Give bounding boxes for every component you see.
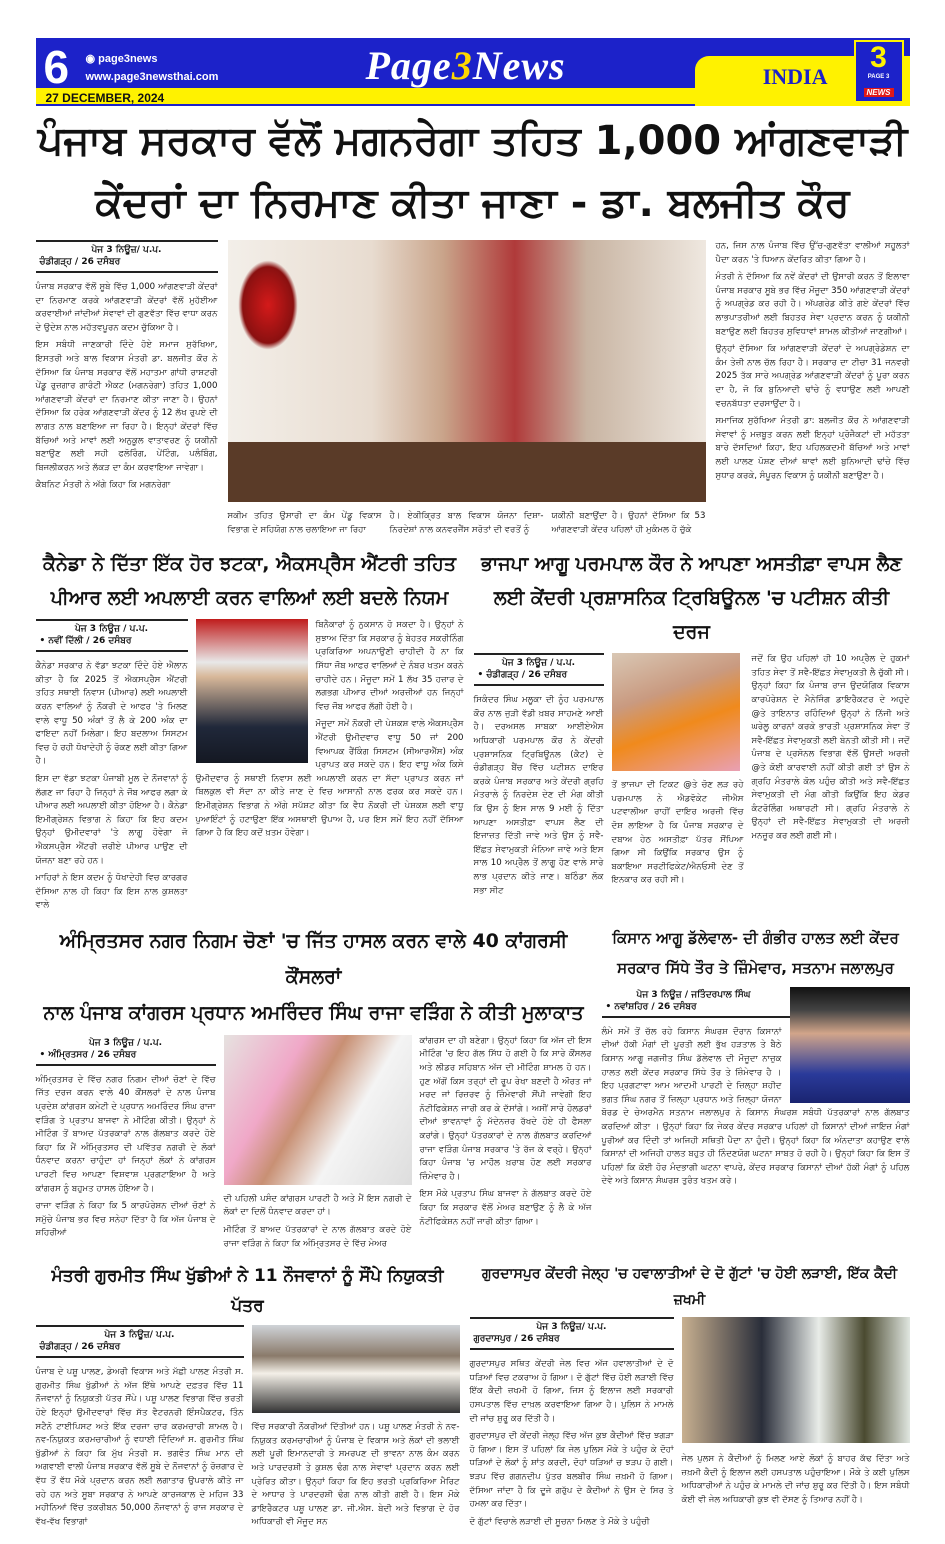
headline-line: ਨਾਲ ਪੰਜਾਬ ਕਾਂਗਰਸ ਪ੍ਰਧਾਨ ਅਮਰਿੰਦਰ ਸਿੰਘ ਰਾਜਾ ਵੜਿੰਗ ਨੇ ਕੀਤੀ ਮੁਲਾਕਾਤ: [43, 1001, 584, 1024]
byline-agency: ਪੇਜ 3 ਨਿਊਜ਼/ ਪ.ਪ.: [91, 245, 162, 255]
paragraph: ਦੀ ਪਹਿਲੀ ਪਸੰਦ ਕਾਂਗਰਸ ਪਾਰਟੀ ਹੈ ਅਤੇ ਮੈਂ ਇਸ ਨਗਰੀ ਦੇ ਲੋਕਾਂ ਦਾ ਦਿਲੋਂ ਧੰਨਵਾਦ ਕਰਦਾ ਹਾਂ।: [223, 1193, 412, 1218]
byline-place: ਚੰਡੀਗੜ੍ਹ / 26 ਦਸੰਬਰ: [39, 1342, 121, 1353]
badge-news: NEWS: [864, 88, 894, 97]
photo-raja-warring: [224, 1035, 412, 1185]
headline-line: ਸਰਕਾਰ ਸਿੱਧੇ ਤੌਰ ਤੇ ਜ਼ਿੰਮੇਵਾਰ, ਸਤਨਾਮ ਜਲਾਲਪੁਰ: [617, 958, 894, 977]
paragraph: ਕਾਂਗਰਸ ਦਾ ਹੀ ਬਣੇਗਾ। ਉਨ੍ਹਾਂ ਕਿਹਾ ਕਿ ਅੱਜ ਦੀ ਇਸ ਮੀਟਿੰਗ 'ਚ ਇਹ ਗੱਲ ਸਿੱਧ ਹੋ ਗਈ ਹੈ ਕਿ ਸਾਰੇ ਕੌਂਸਲਰ ਅਤੇ ਲੀਡਰ ਸਹਿਬਾਨ ਅੱਜ ਦੀ ਮੀਟਿੰਗ ਸ਼ਾਮਲ ਹੋ ਹਨ। ਹੁਣ ਅੱਗੋਂ ਕਿਸ ਤਰ੍ਹਾਂ ਦੀ ਰੂਪ ਰੇਖਾ ਬਣਦੀ ਹੈ ਔਰਤ ਜਾਂ ਮਰਦ ਜਾਂ ਰਿਜ਼ਰਵ ਨੂੰ ਜ਼ਿੰਮੇਵਾਰੀ ਸੌਂਪੀ ਜਾਵੇਗੀ ਇਹ ਨੋਟੀਫਿਕੇਸ਼ਨ ਜਾਰੀ ਕਰ ਕੇ ਦੱਸਾਂਗੇ। ਅਸੀਂ ਸਾਰੇ ਹੋਲਡਰਾਂ ਦੀਆਂ ਭਾਵਨਾਵਾਂ ਨੂੰ ਮੱਦੇਨਜ਼ਰ ਰੱਖਦੇ ਹੋਏ ਹੀ ਫੈਸਲਾ ਕਰਾਂਗੇ। ਉਨ੍ਹਾਂ ਪੱਤਰਕਾਰਾਂ ਦੇ ਨਾਲ ਗੱਲਬਾਤ ਕਰਦਿਆਂ ਰਾਜਾ ਵੜਿੰਗ ਪੰਜਾਬ ਸਰਕਾਰ 'ਤੇ ਰੱਜ ਕੇ ਵਰ੍ਹੇ। ਉਨ੍ਹਾਂ ਕਿਹਾ ਪੰਜਾਬ 'ਚ ਮਾਹੌਲ ਖ਼ਰਾਬ ਹੋਣ ਲਈ ਸਰਕਾਰ ਜ਼ਿੰਮੇਵਾਰ ਹੈ।: [419, 1035, 592, 1182]
article-gurdaspur-col2: [682, 1317, 910, 1511]
article-khudian-body: [36, 1325, 460, 1534]
byline-place: • ਨਵੀਂ ਦਿੱਲੀ / 26 ਦਸੰਬਰ: [39, 636, 132, 647]
flowers-graphic: [238, 260, 298, 350]
headline-gurmeet-khudian: [36, 1261, 460, 1321]
article-anganwadi-under: [228, 510, 706, 541]
paragraph: ਦੋ ਗੁੱਟਾਂ ਵਿਚਾਲੇ ਲੜਾਈ ਦੀ ਸੂਚਨਾ ਮਿਲਣ ਤੇ ਮੌਕੇ ਤੇ ਪਹੁੰਚੀ: [469, 1516, 650, 1527]
article-dallewal: [602, 923, 910, 1193]
article-gurdaspur-jail: [470, 1261, 910, 1533]
website[interactable]: www.page3newsthai.com: [85, 71, 219, 83]
article-parampal-col3: [752, 653, 910, 847]
paragraph: ਰਾਜਾ ਵੜਿੰਗ ਨੇ ਕਿਹਾ ਕਿ 5 ਕਾਰਪੋਰੇਸ਼ਨ ਦੀਆਂ ਚੋਣਾਂ ਨੇ ਸਮੁੱਚੇ ਪੰਜਾਬ ਭਰ ਵਿਚ ਸਨੇਹਾ ਦਿੱਤਾ ਹੈ ਕਿ ਅੱਜ ਪੰਜਾਬ ਦੇ ਸ਼ਹਿਰੀਆਂ: [35, 1201, 216, 1239]
page3-badge-logo: [854, 40, 904, 103]
paragraph: ਕੈਬਨਿਟ ਮੰਤਰੀ ਨੇ ਅੱਗੇ ਕਿਹਾ ਕਿ ਮਗਨਰੇਗਾ: [35, 480, 171, 491]
paragraph: ਸਿਕੰਦਰ ਸਿੰਘ ਮਲੂਕਾ ਦੀ ਨੂੰਹ ਪਰਮਪਾਲ ਕੌਰ ਨਾਲ ਜੁੜੀ ਵੱਡੀ ਖ਼ਬਰ ਸਾਹਮਣੇ ਆਈ ਹੈ। ਦਰਅਸਲ ਸਾਬਕਾ ਆਈਏਐਸ ਅਧਿਕਾਰੀ ਪਰਮਪਾਲ ਕੌਰ ਨੇ ਕੇਂਦਰੀ ਪ੍ਰਸ਼ਾਸਨਿਕ ਟ੍ਰਿਬਿਊਨਲ (ਕੈਟ) ਦੇ ਚੰਡੀਗੜ੍ਹ ਬੈਂਚ ਵਿੱਚ ਪਟੀਸ਼ਨ ਦਾਇਰ ਕਰਕੇ ਪੰਜਾਬ ਸਰਕਾਰ ਅਤੇ ਕੇਂਦਰੀ ਗ੍ਰਹਿ ਮੰਤਰਾਲੇ ਨੂੰ ਨਿਰਦੇਸ਼ ਦੇਣ ਦੀ ਮੰਗ ਕੀਤੀ ਕਿ ਉਸ ਨੂੰ ਇਸ ਸਾਲ 9 ਮਈ ਨੂੰ ਦਿੱਤਾ ਆਪਣਾ ਅਸਤੀਫ਼ਾ ਵਾਪਸ ਲੈਣ ਦੀ ਇਜਾਜ਼ਤ ਦਿੱਤੀ ਜਾਵੇ ਅਤੇ ਉਸ ਨੂੰ ਸਵੈ-ਇੱਛਤ ਸੇਵਾਮੁਕਤੀ ਮੰਨਿਆ ਜਾਵੇ ਅਤੇ ਇਸ ਸਾਲ 10 ਅਪ੍ਰੈਲ ਤੋਂ ਲਾਗੂ ਹੋਣ ਵਾਲੇ ਸਾਰੇ ਲਾਭ ਪ੍ਰਦਾਨ ਕੀਤੇ ਜਾਣ। ਬਠਿੰਡਾ ਲੋਕ ਸਭਾ ਸੀਟ: [473, 695, 604, 896]
byline: [36, 1035, 216, 1066]
article-amritsar-body: [36, 1035, 592, 1255]
paragraph: ਗੁਰਦਾਸਪੁਰ ਸਥਿਤ ਕੇਂਦਰੀ ਜੇਲ ਵਿਚ ਅੱਜ ਹਵਾਲਾਤੀਆਂ ਦੇ ਦੋ ਧੜਿਆਂ ਵਿਚ ਟਕਰਾਅ ਹੋ ਗਿਆ। ਦੋ ਗੁੱਟਾਂ ਵਿੱਚ ਹੋਈ ਲੜਾਈ ਵਿੱਚ ਇੱਕ ਕੈਦੀ ਜ਼ਖਮੀ ਹੋ ਗਿਆ, ਜਿਸ ਨੂੰ ਇਲਾਜ ਲਈ ਸਰਕਾਰੀ ਹਸਪਤਾਲ ਵਿੱਚ ਦਾਖ਼ਲ ਕਰਵਾਇਆ ਗਿਆ ਹੈ। ਪੁਲਿਸ ਨੇ ਮਾਮਲੇ ਦੀ ਜਾਂਚ ਸ਼ੁਰੂ ਕਰ ਦਿੱਤੀ ਹੈ।: [469, 1359, 674, 1424]
row-congress-kisan: [36, 923, 910, 1255]
headline-line: ਗੁਰਦਾਸਪੁਰ ਕੇਂਦਰੀ ਜੇਲ੍ਹ 'ਚ ਹਵਾਲਾਤੀਆਂ ਦੇ ਦੋ ਗੁੱਟਾਂ 'ਚ ਹੋਈ ਲੜਾਈ, ਇੱਕ ਕੈਦੀ ਜ਼ਖਮੀ: [481, 1266, 898, 1309]
byline-place: • ਅੰਮ੍ਰਿਤਸਰ / 26 ਦਸੰਬਰ: [39, 1049, 137, 1060]
paragraph: ਯਕੀਨੀ ਬਣਾਉਂਦਾ ਹੈ। ਉਹਨਾਂ ਦੱਸਿਆ ਕਿ 53 ਆਂਗਣਵਾੜੀ ਕੇਂਦਰ ਪਹਿਲਾਂ ਹੀ ਮੁਕੰਮਲ ਹੋ ਚੁੱਕੇ: [551, 511, 706, 535]
article-amritsar-col1: [36, 1035, 216, 1245]
headline-dallewal: [602, 923, 910, 983]
paragraph: ਮੌਜੂਦਾ ਸਮੇਂ ਨੌਕਰੀ ਦੀ ਪੇਸ਼ਕਸ਼ ਵਾਲੇ ਐਕਸਪ੍ਰੈਸ ਐਂਟਰੀ ਉਮੀਦਵਾਰ ਵਾਧੂ 50 ਜਾਂ 200 ਵਿਆਪਕ ਰੈਂਕਿੰਗ ਸਿਸਟਮ (ਸੀਆਰਐੱਸ) ਅੰਕ ਪ੍ਰਾਪਤ ਕਰ ਸਕਦੇ ਹਨ। ਇਹ ਵਾਧੂ ਅੰਕ ਕਿਸੇ ਉਮੀਦਵਾਰ ਨੂੰ ਸਥਾਈ ਨਿਵਾਸ ਲਈ ਅਪਲਾਈ ਕਰਨ ਦਾ ਸੱਦਾ ਪ੍ਰਾਪਤ ਕਰਨ ਜਾਂ ਬਿਲਕੁਲ ਵੀ ਸੱਦਾ ਨਾ ਕੀਤੇ ਜਾਣ ਦੇ ਵਿਚ ਆਸਾਨੀ ਨਾਲ ਫਰਕ ਕਰ ਸਕਦੇ ਹਨ। ਇਮੀਗ੍ਰੇਸ਼ਨ ਵਿਭਾਗ ਨੇ ਅੱਗੇ ਸਪੱਸ਼ਟ ਕੀਤਾ ਕਿ ਵੈਧ ਨੌਕਰੀ ਦੀ ਪੇਸ਼ਕਸ਼ ਲਈ ਵਾਧੂ ਪੁਆਇੰਟਾਂ ਨੂੰ ਹਟਾਉਣਾ ਇੱਕ ਅਸਥਾਈ ਉਪਾਅ ਹੈ, ਪਰ ਇਸ ਸਮੇਂ ਇਹ ਨਹੀਂ ਦੱਸਿਆ ਗਿਆ ਹੈ ਕਿ ਇਹ ਕਦੋਂ ਖ਼ਤਮ ਹੋਵੇਗਾ।: [195, 719, 464, 839]
headline-line: ਮੰਤਰੀ ਗੁਰਮੀਤ ਸਿੰਘ ਖੁੱਡੀਆਂ ਨੇ 11 ਨੌਜਵਾਨਾਂ ਨੂੰ ਸੌਂਪੇ ਨਿਯੁਕਤੀ ਪੱਤਰ: [51, 1266, 444, 1317]
article-amritsar-col3: [420, 1035, 592, 1233]
photo-baljit-kaur: [228, 240, 706, 502]
headline-line: ਕੇਂਦਰਾਂ ਦਾ ਨਿਰਮਾਣ ਕੀਤਾ ਜਾਣਾ - ਡਾ. ਬਲਜੀਤ ਕੌਰ: [95, 180, 850, 226]
paragraph: ਬਿਨੈਕਾਰਾਂ ਨੂੰ ਨੁਕਸਾਨ ਹੋ ਸਕਦਾ ਹੈ। ਉਨ੍ਹਾਂ ਨੇ ਸੁਝਾਅ ਦਿੱਤਾ ਕਿ ਸਰਕਾਰ ਨੂੰ ਬੇਹਤਰ ਸਕਰੀਨਿੰਗ ਪ੍ਰਕਿਰਿਆ ਅਪਨਾਉਣੀ ਚਾਹੀਦੀ ਹੈ ਨਾ ਕਿ ਸਿੱਧਾ ਜੌਬ ਆਫਰ ਵਾਲਿਆਂ ਦੇ ਨੰਬਰ ਖਤਮ ਕਰਨੇ ਚਾਹੀਦੇ ਹਨ। ਮੌਜੂਦਾ ਸਮੇਂ 1 ਲੱਖ 35 ਹਜ਼ਾਰ ਦੇ ਲਗਭਗ ਪੀਆਰ ਦੀਆਂ ਅਰਜ਼ੀਆਂ ਹਨ ਜਿਨ੍ਹਾਂ ਵਿਚ ਜੌਬ ਆਫਰ ਲੱਗੀ ਹੋਈ ਹੈ।: [315, 620, 464, 712]
social-handle: ◉ page3news: [85, 53, 158, 65]
article-dallewal-body: [602, 987, 910, 1189]
article-khudian-col1: [36, 1325, 244, 1533]
article-canada-col1: [36, 619, 188, 917]
paragraph: ਕੈਨੇਡਾ ਸਰਕਾਰ ਨੇ ਵੱਡਾ ਝਟਕਾ ਦਿੰਦੇ ਹੋਏ ਐਲਾਨ ਕੀਤਾ ਹੈ ਕਿ 2025 ਤੋਂ ਐਕਸਪ੍ਰੈਸ ਐਂਟਰੀ ਤਹਿਤ ਸਥਾਈ ਨਿਵਾਸ (ਪੀਆਰ) ਲਈ ਅਪਲਾਈ ਕਰਨ ਵਾਲਿਆਂ ਨੂੰ ਨੌਕਰੀ ਦੇ ਆਫਰ 'ਤੇ ਮਿਲਣ ਵਾਲੇ ਵਾਧੂ 50 ਅੰਕਾਂ ਤੋਂ ਲੈ ਕੇ 200 ਅੰਕ ਦਾ ਫਾਇਦਾ ਨਹੀਂ ਮਿਲੇਗਾ। ਇਹ ਬਦਲਾਅ ਸਿਸਟਮ ਵਿਚ ਹੋ ਰਹੀ ਧੋਖਾਦੇਹੀ ਨੂੰ ਰੋਕਣ ਲਈ ਕੀਤਾ ਗਿਆ ਹੈ।: [35, 661, 188, 767]
paragraph: ਗੁਰਦਾਸਪੁਰ ਦੀ ਕੇਂਦਰੀ ਜੇਲ੍ਹ ਵਿੱਚ ਅੱਜ ਕੁਝ ਕੈਦੀਆਂ ਵਿੱਚ ਝਗੜਾ ਹੋ ਗਿਆ। ਇਸ ਤੋਂ ਪਹਿਲਾਂ ਕਿ ਜੇਲ ਪੁਲਿਸ ਮੌਕੇ ਤੇ ਪਹੁੰਚ ਕੇ ਦੋਹਾਂ ਧੜਿਆਂ ਦੇ ਲੋਕਾਂ ਨੂੰ ਸ਼ਾਂਤ ਕਰਦੀ, ਦੋਹਾਂ ਧੜਿਆਂ ਚ ਝੜਪ ਹੋ ਗਈ। ਝੜਪ ਵਿੱਚ ਗਗਨਦੀਪ ਪੁੱਤਰ ਬਲਬੀਰ ਸਿੰਘ ਜ਼ਖ਼ਮੀ ਹੋ ਗਿਆ। ਦੱਸਿਆ ਜਾਂਦਾ ਹੈ ਕਿ ਦੂਜੇ ਗਰੁੱਪ ਦੇ ਕੈਦੀਆਂ ਨੇ ਉਸ ਦੇ ਸਿਰ ਤੇ ਹਮਲਾ ਕਰ ਦਿੱਤਾ।: [469, 1431, 674, 1510]
article-canada: [36, 547, 464, 917]
article-parampal-kaur: [474, 547, 910, 902]
byline-place: • ਚੰਡੀਗੜ੍ਹ / 26 ਦਸੰਬਰ: [477, 670, 568, 681]
byline-agency: ਪੇਜ 3 ਨਿਊਜ਼ / ਜਤਿੰਦਰਪਾਲ ਸਿੰਘ: [636, 989, 751, 1000]
byline: [470, 1317, 674, 1350]
article-anganwadi: [36, 240, 910, 541]
article-parampal-col2: [612, 653, 744, 892]
paragraph: ਜਦੋਂ ਕਿ ਉਹ ਪਹਿਲਾਂ ਹੀ 10 ਅਪ੍ਰੈਲ ਦੇ ਹੁਕਮਾਂ ਤਹਿਤ ਸੇਵਾ ਤੋਂ ਸਵੈ-ਇੱਛਤ ਸੇਵਾਮੁਕਤੀ ਲੈ ਚੁੱਕੀ ਸੀ। ਉਨ੍ਹਾਂ ਕਿਹਾ ਕਿ ਪੰਜਾਬ ਰਾਜ ਉਦਯੋਗਿਕ ਵਿਕਾਸ ਕਾਰਪੋਰੇਸ਼ਨ ਦੇ ਮੈਨੇਜਿੰਗ ਡਾਇਰੈਕਟਰ ਦੇ ਅਹੁਦੇ @ਤੇ ਤਾਇਨਾਤ ਰਹਿੰਦਿਆਂ ਉਨ੍ਹਾਂ ਨੇ ਨਿੱਜੀ ਅਤੇ ਘਰੇਲੂ ਕਾਰਨਾਂ ਕਰਕੇ ਭਾਰਤੀ ਪ੍ਰਸ਼ਾਸਨਿਕ ਸੇਵਾ ਤੋਂ ਸਵੈ-ਇੱਛਤ ਸੇਵਾਮੁਕਤੀ ਲਈ ਬੇਨਤੀ ਕੀਤੀ ਸੀ। ਜਦੋਂ ਪੰਜਾਬ ਦੇ ਪ੍ਰਸੋਨਲ ਵਿਭਾਗ ਵੱਲੋਂ ਉਸਦੀ ਅਰਜ਼ੀ @ਤੇ ਕੋਈ ਕਾਰਵਾਈ ਨਹੀਂ ਕੀਤੀ ਗਈ ਤਾਂ ਉਸ ਨੇ ਗ੍ਰਹਿ ਮੰਤਰਾਲੇ ਕੋਲ ਪਹੁੰਚ ਕੀਤੀ ਅਤੇ ਸਵੈ-ਇੱਛਤ ਸੇਵਾਮੁਕਤੀ ਦੀ ਮੰਗ ਕੀਤੀ ਕਿਉਂਕਿ ਇਹ ਕੇਡਰ ਕੰਟਰੋਲਿੰਗ ਅਥਾਰਟੀ ਸੀ। ਗ੍ਰਹਿ ਮੰਤਰਾਲੇ ਨੇ ਉਨ੍ਹਾਂ ਦੀ ਸਵੈ-ਇੱਛਤ ਸੇਵਾਮੁਕਤੀ ਦੀ ਅਰਜ਼ੀ ਮਨਜ਼ੂਰ ਕਰ ਲਈ ਗਈ ਸੀ।: [751, 654, 910, 841]
headline-line: ਭਾਜਪਾ ਆਗੂ ਪਰਮਪਾਲ ਕੌਰ ਨੇ ਆਪਣਾ ਅਸਤੀਫ਼ਾ ਵਾਪਸ ਲੈਣ: [481, 553, 902, 576]
article-canada-col2: [196, 619, 464, 845]
paragraph: ਵਿੱਚ ਸਰਕਾਰੀ ਨੌਕਰੀਆਂ ਦਿੱਤੀਆਂ ਹਨ। ਪਸ਼ੂ ਪਾਲਣ ਮੰਤਰੀ ਨੇ ਨਵ-ਨਿਯੁਕਤ ਕਰਮਚਾਰੀਆਂ ਨੂੰ ਪੰਜਾਬ ਦੇ ਵਿਕਾਸ ਅਤੇ ਲੋਕਾਂ ਦੀ ਭਲਾਈ ਲਈ ਪੂਰੀ ਇਮਾਨਦਾਰੀ ਤੇ ਸਮਰਪਣ ਦੀ ਭਾਵਨਾ ਨਾਲ ਕੰਮ ਕਰਨ ਅਤੇ ਪਾਰਦਰਸ਼ੀ ਤੇ ਕੁਸ਼ਲ ਢੰਗ ਨਾਲ ਸੇਵਾਵਾਂ ਪ੍ਰਦਾਨ ਕਰਨ ਲਈ ਪ੍ਰੇਰਿਤ ਕੀਤਾ। ਉਨ੍ਹਾਂ ਕਿਹਾ ਕਿ ਇਹ ਭਰਤੀ ਪ੍ਰਕਿਰਿਆ ਮੈਰਿਟ ਦੇ ਆਧਾਰ ਤੇ ਪਾਰਦਰਸ਼ੀ ਢੰਗ ਨਾਲ ਕੀਤੀ ਗਈ ਹੈ। ਇਸ ਮੌਕੇ ਡਾਇਰੈਕਟਰ ਪਸ਼ੂ ਪਾਲਣ ਡਾ. ਜੀ.ਐਸ. ਬੇਦੀ ਅਤੇ ਵਿਭਾਗ ਦੇ ਹੋਰ ਅਧਿਕਾਰੀ ਵੀ ਮੌਜੂਦ ਸਨ: [251, 1422, 460, 1528]
byline-agency: ਪੇਜ 3 ਨਿਊਜ਼ / ਪ.ਪ.: [88, 1037, 163, 1048]
byline: [36, 240, 218, 273]
byline-place: • ਨਵਾਂਸ਼ਹਿਰ / 26 ਦਸੰਬਰ: [605, 1001, 697, 1012]
headline-line: ਅੰਮ੍ਰਿਤਸਰ ਨਗਰ ਨਿਗਮ ਚੋਣਾਂ 'ਚ ਜਿੱਤ ਹਾਸਲ ਕਰਨ ਵਾਲੇ 40 ਕਾਂਗਰਸੀ ਕੌਂਸਲਰਾਂ: [59, 929, 568, 988]
article-parampal-body: [474, 653, 910, 902]
article-gurdaspur-col1: [470, 1317, 674, 1533]
logo-part: 3: [451, 43, 473, 88]
article-anganwadi-col4: [716, 240, 910, 487]
edition-label: INDIA: [762, 64, 828, 89]
article-anganwadi-center: [228, 240, 706, 541]
headline-line: ਲਈ ਕੇਂਦਰੀ ਪ੍ਰਸ਼ਾਸਨਿਕ ਟ੍ਰਿਬਿਊਨਲ 'ਚ ਪਟੀਸ਼ਨ ਕੀਤੀ ਦਰਜ: [493, 587, 890, 644]
article-amritsar-congress: [36, 923, 592, 1255]
logo-part: News: [472, 43, 566, 88]
article-anganwadi-under2: [390, 510, 544, 541]
paragraph: ਤੋਂ ਭਾਜਪਾ ਦੀ ਟਿਕਟ @ਤੇ ਚੋਣ ਲੜ ਰਹੇ ਪਰਮਪਾਲ ਨੇ ਐਡਵੋਕੇਟ ਜੀਐਸ ਪਟਵਾਲੀਆ ਰਾਹੀਂ ਦਾਇਰ ਅਰਜ਼ੀ ਵਿੱਚ ਦੋਸ਼ ਲਾਇਆ ਹੈ ਕਿ ਪੰਜਾਬ ਸਰਕਾਰ ਦੇ ਦਬਾਅ ਹੇਠ ਅਸਤੀਫ਼ਾ ਪੱਤਰ ਸੌਂਪਿਆ ਗਿਆ ਸੀ ਕਿਉਂਕਿ ਸਰਕਾਰ ਉਸ ਨੂੰ ਬਕਾਇਆ ਸਰਟੀਫਿਕੇਟ/ਐਨਓਸੀ ਦੇਣ ਤੋਂ ਇਨਕਾਰ ਕਰ ਰਹੀ ਸੀ।: [611, 780, 744, 886]
paragraph: ਮੀਟਿੰਗ ਤੋਂ ਬਾਅਦ ਪੱਤਰਕਾਰਾਂ ਦੇ ਨਾਲ ਗੱਲਬਾਤ ਕਰਦੇ ਹੋਏ ਰਾਜਾ ਵੜਿੰਗ ਨੇ ਕਿਹਾ ਕਿ ਅੰਮ੍ਰਿਤਸਰ ਦੇ ਵਿੱਚ ਮੇਅਰ: [223, 1225, 412, 1249]
headline-canada: [36, 547, 464, 615]
photo-satnam-jalalpur: [790, 987, 910, 1103]
headline-line: ਕਿਸਾਨ ਆਗੂ ਡੱਲੇਵਾਲ- ਦੀ ਗੰਭੀਰ ਹਾਲਤ ਲਈ ਕੇਂਦਰ: [612, 928, 899, 947]
paragraph: ਹੈ। ਏਕੀਕ੍ਰਿਤ ਬਾਲ ਵਿਕਾਸ ਯੋਜਨਾ ਦਿਸ਼ਾ- ਨਿਰਦੇਸ਼ਾਂ ਨਾਲ ਕਨਵਰਜੈਂਸ ਸਰੋਤਾਂ ਦੀ ਵਰਤੋਂ ਨੂੰ: [389, 511, 544, 535]
row-canada-bjp: [36, 547, 910, 917]
main-headline: [36, 110, 910, 234]
byline-agency: ਪੇਜ 3 ਨਿਊਜ਼/ ਪ.ਪ.: [104, 1330, 175, 1341]
byline-agency: ਪੇਜ 3 ਨਿਊਜ਼ / ਪ.ਪ.: [501, 658, 576, 669]
article-canada-body: [36, 619, 464, 917]
photo-parampal-kaur: [612, 653, 740, 771]
byline: [36, 1325, 244, 1358]
byline-place: ਗੁਰਦਾਸਪੁਰ / 26 ਦਸੰਬਰ: [473, 1334, 560, 1345]
row-khudian-gurdaspur: [36, 1261, 910, 1534]
headline-line: ਪੰਜਾਬ ਸਰਕਾਰ ਵੱਲੋਂ ਮਗਨਰੇਗਾ ਤਹਿਤ 1,000 ਆਂਗਣਵਾੜੀ: [37, 118, 908, 164]
newspaper-logo: [366, 42, 566, 89]
article-anganwadi-under1: [228, 510, 382, 541]
paragraph: ਸਮਾਜਿਕ ਸੁਰੱਖਿਆ ਮੰਤਰੀ ਡਾ: ਬਲਜੀਤ ਕੌਰ ਨੇ ਆਂਗਣਵਾੜੀ ਸੇਵਾਵਾਂ ਨੂੰ ਮਜ਼ਬੂਤ ਕਰਨ ਲਈ ਇਨ੍ਹਾਂ ਪ੍ਰੋਜੈਕਟਾਂ ਦੀ ਮਹੱਤਤਾ ਬਾਰੇ ਦੱਸਦਿਆਂ ਕਿਹਾ, ਇਹ ਪਹਿਲਕਦਮੀ ਬੱਚਿਆਂ ਅਤੇ ਮਾਵਾਂ ਲਈ ਪਾਲਣ ਪੋਸ਼ਣ ਦੀਆਂ ਥਾਵਾਂ ਲਈ ਬੁਨਿਆਦੀ ਢਾਂਚੇ ਵਿੱਚ ਸੁਧਾਰ ਕਰਕੇ, ਸੰਪੂਰਨ ਵਿਕਾਸ ਨੂੰ ਯਕੀਨੀ ਬਣਾਉਣਾ ਹੈ।: [715, 416, 910, 481]
badge-number: 3: [870, 41, 887, 74]
byline-agency: ਪੇਜ 3 ਨਿਊਜ਼/ ਪ.ਪ.: [536, 1322, 607, 1333]
article-amritsar-col2: [224, 1035, 412, 1255]
article-anganwadi-col1: [36, 240, 218, 497]
article-parampal-col1: [474, 653, 604, 902]
paragraph: ਜੇਲ ਪੁਲਸ ਨੇ ਕੈਦੀਆਂ ਨੂੰ ਮਿਲਣ ਆਏ ਲੋਕਾਂ ਨੂੰ ਬਾਹਰ ਕੱਢ ਦਿੱਤਾ ਅਤੇ ਜ਼ਖ਼ਮੀ ਕੈਦੀ ਨੂੰ ਇਲਾਜ ਲਈ ਹਸਪਤਾਲ ਪਹੁੰਚਾਇਆ। ਮੌਕੇ ਤੇ ਕਈ ਪੁਲਿਸ ਅਧਿਕਾਰੀਆਂ ਨੇ ਪਹੁੰਚ ਕੇ ਮਾਮਲੇ ਦੀ ਜਾਂਚ ਸ਼ੁਰੂ ਕਰ ਦਿੱਤੀ ਹੈ। ਇਸ ਸਬੰਧੀ ਕੋਈ ਵੀ ਜੇਲ ਅਧਿਕਾਰੀ ਕੁਝ ਵੀ ਦੱਸਣ ਨੂੰ ਤਿਆਰ ਨਹੀਂ ਹੈ।: [681, 1454, 910, 1506]
paragraph: ਹਨ, ਜਿਸ ਨਾਲ ਪੰਜਾਬ ਵਿੱਚ ਉੱਚ-ਗੁਣਵੱਤਾ ਵਾਲੀਆਂ ਸਹੂਲਤਾਂ ਪੈਦਾ ਕਰਨ 'ਤੇ ਧਿਆਨ ਕੇਂਦਰਿਤ ਕੀਤਾ ਗਿਆ ਹੈ।: [715, 241, 910, 265]
headline-gurdaspur-jail: [470, 1261, 910, 1313]
paragraph: ਪੰਜਾਬ ਸਰਕਾਰ ਵੱਲੋਂ ਸੂਬੇ ਵਿੱਚ 1,000 ਆਂਗਣਵਾੜੀ ਕੇਂਦਰਾਂ ਦਾ ਨਿਰਮਾਣ ਕਰਕੇ ਆਂਗਣਵਾੜੀ ਕੇਂਦਰਾਂ ਵੱਲੋਂ ਮੁਹੱਈਆ ਕਰਵਾਈਆਂ ਜਾਂਦੀਆਂ ਸੇਵਾਵਾਂ ਦੀ ਗੁਣਵੱਤਾ ਵਿੱਚ ਵਾਧਾ ਕਰਨ ਦੇ ਉਦੇਸ਼ ਨਾਲ ਮਹੱਤਵਪੂਰਨ ਕਦਮ ਚੁੱਕਿਆ ਹੈ।: [35, 282, 218, 333]
headline-amritsar-congress: [36, 923, 592, 1031]
paragraph: ਲੰਮੇ ਸਮੇਂ ਤੋਂ ਚੱਲ ਰਹੇ ਕਿਸਾਨ ਸੰਘਰਸ਼ ਦੌਰਾਨ ਕਿਸਾਨਾਂ ਦੀਆਂ ਹੱਕੀ ਮੰਗਾਂ ਦੀ ਪੂਰਤੀ ਲਈ ਭੁੱਖ ਹੜਤਾਲ ਤੇ ਬੈਠੇ ਕਿਸਾਨ ਆਗੂ ਜਗਜੀਤ ਸਿੰਘ ਡੱਲੇਵਾਲ ਦੀ ਮੌਜੂਦਾ ਨਾਜ਼ੁਕ ਹਾਲਤ ਲਈ ਕੇਂਦਰ ਸਰਕਾਰ ਸਿੱਧੇ ਤੌਰ ਤੇ ਜ਼ਿੰਮੇਵਾਰ ਹੈ । ਇਹ ਪ੍ਰਗਟਾਵਾ ਆਮ ਆਦਮੀ ਪਾਰਟੀ ਦੇ ਜ਼ਿਲ੍ਹਾ ਸ਼ਹੀਦ ਭਗਤ ਸਿੰਘ ਨਗਰ ਤੋਂ ਜ਼ਿਲ੍ਹਾ ਪ੍ਰਧਾਨ ਅਤੇ ਜ਼ਿਲ੍ਹਾ ਯੋਜਨਾ ਬੋਰਡ ਦੇ ਚੇਅਰਮੈਨ ਸਤਨਾਮ ਜਲਾਲਪੁਰ ਨੇ ਕਿਸਾਨ ਸੰਘਰਸ਼ ਸਬੰਧੀ ਪੱਤਰਕਾਰਾਂ ਨਾਲ ਗੱਲਬਾਤ ਕਰਦਿਆਂ ਕੀਤਾ । ਉਨ੍ਹਾਂ ਕਿਹਾ ਕਿ ਜੇਕਰ ਕੇਂਦਰ ਸਰਕਾਰ ਪਹਿਲਾਂ ਹੀ ਕਿਸਾਨਾਂ ਦੀਆਂ ਜਾਇਜ਼ ਮੰਗਾਂ ਪੂਰੀਆਂ ਕਰ ਦਿੰਦੀ ਤਾਂ ਅਜਿਹੀ ਸਥਿਤੀ ਪੈਦਾ ਨਾ ਹੁੰਦੀ। ਉਨ੍ਹਾਂ ਕਿਹਾ ਕਿ ਅੰਨਦਾਤਾ ਕਹਾਉਣ ਵਾਲੇ ਕਿਸਾਨਾਂ ਦੀ ਅਜਿਹੀ ਹਾਲਤ ਬਹੁਤ ਹੀ ਨਿੰਦਣਯੋਗ ਘਟਨਾ ਸਾਬਤ ਹੋ ਰਹੀ ਹੈ। ਉਨ੍ਹਾਂ ਕਿਹਾ ਕਿ ਇਸ ਤੋਂ ਪਹਿਲਾਂ ਕਿ ਕੋਈ ਹੋਰ ਮੰਦਭਾਗੀ ਘਟਨਾ ਵਾਪਰੇ, ਕੇਂਦਰ ਸਰਕਾਰ ਕਿਸਾਨਾਂ ਦੀਆਂ ਹੱਕੀ ਮੰਗਾਂ ਨੂੰ ਪਹਿਲ ਦੇਵੇ ਅਤੇ ਕਿਸਾਨ ਸੰਘਰਸ਼ ਤੁਰੰਤ ਖਤਮ ਕਰੇ।: [601, 1026, 910, 1187]
photo-injured-prisoner: [682, 1317, 910, 1443]
newspaper-page: [36, 0, 910, 1544]
headline-parampal-kaur: [474, 547, 910, 649]
byline-agency: ਪੇਜ 3 ਨਿਊਜ਼ / ਪ.ਪ.: [74, 624, 149, 635]
logo-part: Page: [365, 43, 452, 88]
article-gurdaspur-body: [470, 1317, 910, 1533]
headline-line: ਕੈਨੇਡਾ ਨੇ ਦਿੱਤਾ ਇੱਕ ਹੋਰ ਝਟਕਾ, ਐਕਸਪ੍ਰੈਸ ਐਂਟਰੀ ਤਹਿਤ: [42, 553, 456, 576]
article-khudian-col2: [252, 1325, 460, 1534]
article-anganwadi-under3: [552, 510, 706, 541]
social-handle-text: page3news: [98, 53, 158, 65]
masthead: [36, 38, 910, 106]
photo-trudeau: [196, 619, 308, 763]
paragraph: ਇਸ ਸਬੰਧੀ ਜਾਣਕਾਰੀ ਦਿੰਦੇ ਹੋਏ ਸਮਾਜ ਸੁਰੱਖਿਆ, ਇਸਤਰੀ ਅਤੇ ਬਾਲ ਵਿਕਾਸ ਮੰਤਰੀ ਡਾ. ਬਲਜੀਤ ਕੌਰ ਨੇ ਦੱਸਿਆ ਕਿ ਪੰਜਾਬ ਸਰਕਾਰ ਵੱਲੋਂ ਮਹਾਤਮਾ ਗਾਂਧੀ ਰਾਸ਼ਟਰੀ ਪੇਂਡੂ ਰੁਜ਼ਗਾਰ ਗਾਰੰਟੀ ਐਕਟ (ਮਗਨਰੇਗਾ) ਤਹਿਤ 1,000 ਆਂਗਣਵਾੜੀ ਕੇਂਦਰਾਂ ਦਾ ਨਿਰਮਾਣ ਕੀਤਾ ਜਾਣਾ ਹੈ। ਉਹਨਾਂ ਦੱਸਿਆ ਕਿ ਹਰੇਕ ਆਂਗਣਵਾੜੀ ਕੇਂਦਰ ਨੂੰ 12 ਲੱਖ ਰੁਪਏ ਦੀ ਲਾਗਤ ਨਾਲ ਬਣਾਇਆ ਜਾ ਰਿਹਾ ਹੈ। ਇਨ੍ਹਾਂ ਕੇਂਦਰਾਂ ਵਿੱਚ ਬੱਚਿਆਂ ਅਤੇ ਮਾਵਾਂ ਲਈ ਅਨੁਕੂਲ ਵਾਤਾਵਰਣ ਨੂੰ ਯਕੀਨੀ ਬਣਾਉਣ ਲਈ ਸਹੀ ਫਲੋਰਿੰਗ, ਪੇਂਟਿੰਗ, ਪਲੰਬਿੰਗ, ਬਿਜਲੀਕਰਨ ਅਤੇ ਲੱਕੜ ਦਾ ਕੰਮ ਕਰਵਾਇਆ ਜਾਵੇਗਾ।: [35, 340, 218, 473]
photo-appointment-letters: [252, 1325, 460, 1413]
byline: [36, 619, 188, 652]
paragraph: ਮਾਹਿਰਾਂ ਨੇ ਇਸ ਕਦਮ ਨੂੰ ਧੋਖਾਦੇਹੀ ਵਿਚ ਕਾਰਗਰ ਦੱਸਿਆ ਨਾਲ ਹੀ ਕਿਹਾ ਕਿ ਇਸ ਨਾਲ ਕੁਸ਼ਲਤਾ ਵਾਲੇ: [35, 873, 188, 911]
paragraph: ਇਸ ਮੌਕੇ ਪ੍ਰਤਾਪ ਸਿੰਘ ਬਾਜਵਾ ਨੇ ਗੱਲਬਾਤ ਕਰਦੇ ਹੋਏ ਕਿਹਾ ਕਿ ਸਰਕਾਰ ਵੱਲੋਂ ਮੇਅਰ ਬਣਾਉਣ ਨੂੰ ਲੈ ਕੇ ਅੱਜ ਨੋਟੀਫਿਕੇਸ਼ਨ ਨਹੀਂ ਜਾਰੀ ਕੀਤਾ ਗਿਆ।: [419, 1189, 592, 1227]
byline: [474, 653, 604, 686]
paragraph: ਪੰਜਾਬ ਦੇ ਪਸ਼ੂ ਪਾਲਣ, ਡੇਅਰੀ ਵਿਕਾਸ ਅਤੇ ਮੱਛੀ ਪਾਲਣ ਮੰਤਰੀ ਸ. ਗੁਰਮੀਤ ਸਿੰਘ ਖੁੱਡੀਆਂ ਨੇ ਅੱਜ ਇੱਥੇ ਆਪਣੇ ਦਫ਼ਤਰ ਵਿੱਚ 11 ਨੌਜਵਾਨਾਂ ਨੂੰ ਨਿਯੁਕਤੀ ਪੱਤਰ ਸੌਂਪੇ। ਪਸ਼ੂ ਪਾਲਣ ਵਿਭਾਗ ਵਿੱਚ ਭਰਤੀ ਹੋਏ ਇਨ੍ਹਾਂ ਉਮੀਦਵਾਰਾਂ ਵਿੱਚ ਸੱਤ ਵੈਟਰਨਰੀ ਇੰਸਪੈਕਟਰ, ਤਿੰਨ ਸਟੈਨੋ ਟਾਈਪਿਸਟ ਅਤੇ ਇੱਕ ਦਰਜਾ ਚਾਰ ਕਰਮਚਾਰੀ ਸ਼ਾਮਲ ਹੈ। ਨਵ-ਨਿਯੁਕਤ ਕਰਮਚਾਰੀਆਂ ਨੂੰ ਵਧਾਈ ਦਿੰਦਿਆਂ ਸ. ਗੁਰਮੀਤ ਸਿੰਘ ਖੁੱਡੀਆਂ ਨੇ ਕਿਹਾ ਕਿ ਮੁੱਖ ਮੰਤਰੀ ਸ. ਭਗਵੰਤ ਸਿੰਘ ਮਾਨ ਦੀ ਅਗਵਾਈ ਵਾਲੀ ਪੰਜਾਬ ਸਰਕਾਰ ਵੱਲੋਂ ਸੂਬੇ ਦੇ ਨੌਜਵਾਨਾਂ ਨੂੰ ਰੋਜ਼ਗਾਰ ਦੇ ਵੱਧ ਤੋਂ ਵੱਧ ਮੌਕੇ ਪ੍ਰਦਾਨ ਕਰਨ ਲਈ ਲਗਾਤਾਰ ਉਪਰਾਲੇ ਕੀਤੇ ਜਾ ਰਹੇ ਹਨ ਅਤੇ ਸੂਬਾ ਸਰਕਾਰ ਨੇ ਆਪਣੇ ਕਾਰਜਕਾਲ ਦੇ ਮਹਿਜ 33 ਮਹੀਨਿਆਂ ਵਿੱਚ ਤਕਰੀਬਨ 50,000 ਨੌਜਵਾਨਾਂ ਨੂੰ ਰਾਜ ਸਰਕਾਰ ਦੇ ਵੱਖ-ਵੱਖ ਵਿਭਾਗਾਂ: [35, 1367, 244, 1527]
paragraph: ਉਨ੍ਹਾਂ ਦੱਸਿਆ ਕਿ ਆਂਗਣਵਾੜੀ ਕੇਂਦਰਾਂ ਦੇ ਅਪਗ੍ਰੇਡੇਸ਼ਨ ਦਾ ਕੰਮ ਤੇਜ਼ੀ ਨਾਲ ਚੱਲ ਰਿਹਾ ਹੈ। ਸਰਕਾਰ ਦਾ ਟੀਚਾ 31 ਜਨਵਰੀ 2025 ਤੱਕ ਸਾਰੇ ਅਪਗ੍ਰੇਡ ਆਂਗਣਵਾੜੀ ਕੇਂਦਰਾਂ ਨੂੰ ਪੂਰਾ ਕਰਨ ਦਾ ਹੈ, ਜੋ ਕਿ ਬੁਨਿਆਦੀ ਢਾਂਚੇ ਨੂੰ ਵਧਾਉਣ ਲਈ ਆਪਣੀ ਵਚਨਬੱਧਤਾ ਦਰਸਾਉਂਦਾ ਹੈ।: [715, 344, 910, 409]
headline-line: ਪੀਆਰ ਲਈ ਅਪਲਾਈ ਕਰਨ ਵਾਲਿਆਂ ਲਈ ਬਦਲੇ ਨਿਯਮ: [50, 587, 449, 610]
paragraph: ਸਕੀਮ ਤਹਿਤ ਉਸਾਰੀ ਦਾ ਕੰਮ ਪੇਂਡੂ ਵਿਕਾਸ ਵਿਭਾਗ ਦੇ ਸਹਿਯੋਗ ਨਾਲ ਚਲਾਇਆ ਜਾ ਰਿਹਾ: [227, 511, 382, 535]
issue-date: 27 DECEMBER, 2024: [45, 91, 165, 105]
page-number: 6: [43, 41, 70, 93]
desk-graphic: [228, 442, 706, 502]
badge-text: PAGE 3: [867, 74, 890, 80]
paragraph: ਇਸ ਦਾ ਵੱਡਾ ਝਟਕਾ ਪੰਜਾਬੀ ਮੂਲ ਦੇ ਨੌਜਵਾਨਾਂ ਨੂੰ ਲੱਗਣ ਜਾ ਰਿਹਾ ਹੈ ਜਿਨ੍ਹਾਂ ਨੇ ਜੌਬ ਆਫਰ ਲਗਾ ਕੇ ਪੀਆਰ ਲਈ ਅਪਲਾਈ ਕੀਤਾ ਹੋਇਆ ਹੈ। ਕੈਨੇਡਾ ਇਮੀਗ੍ਰੇਸ਼ਨ ਵਿਭਾਗ ਨੇ ਕਿਹਾ ਕਿ ਇਹ ਕਦਮ ਉਨ੍ਹਾਂ ਉਮੀਦਵਾਰਾਂ 'ਤੇ ਲਾਗੂ ਹੋਵੇਗਾ ਜੋ ਐਕਸਪ੍ਰੈਸ ਐਂਟਰੀ ਜ਼ਰੀਏ ਪੀਆਰ ਪਾਉਣ ਦੀ ਯੋਜਨਾ ਬਣਾ ਰਹੇ ਹਨ।: [35, 773, 188, 866]
byline-place: ਚੰਡੀਗੜ੍ਹ / 26 ਦਸੰਬਰ: [39, 257, 121, 267]
article-khudian: [36, 1261, 460, 1534]
paragraph: ਮੰਤਰੀ ਨੇ ਦੱਸਿਆ ਕਿ ਨਵੇਂ ਕੇਂਦਰਾਂ ਦੀ ਉਸਾਰੀ ਕਰਨ ਤੋਂ ਇਲਾਵਾ ਪੰਜਾਬ ਸਰਕਾਰ ਸੂਬੇ ਭਰ ਵਿੱਚ ਮੌਜੂਦਾ 350 ਆਂਗਣਵਾੜੀ ਕੇਂਦਰਾਂ ਨੂੰ ਅਪਗ੍ਰੇਡ ਕਰ ਰਹੀ ਹੈ। ਅੱਪਗਰੇਡ ਕੀਤੇ ਗਏ ਕੇਂਦਰਾਂ ਵਿੱਚ ਲਾਭਪਾਤਰੀਆਂ ਲਈ ਬਿਹਤਰ ਸੇਵਾ ਪ੍ਰਦਾਨ ਕਰਨ ਨੂੰ ਯਕੀਨੀ ਬਣਾਉਣ ਲਈ ਬਿਹਤਰ ਸੁਵਿਧਾਵਾਂ ਸ਼ਾਮਲ ਕੀਤੀਆਂ ਜਾਣਗੀਆਂ।: [715, 272, 910, 337]
paragraph: ਅੰਮ੍ਰਿਤਸਰ ਦੇ ਵਿੱਚ ਨਗਰ ਨਿਗਮ ਦੀਆਂ ਚੋਣਾਂ ਦੇ ਵਿੱਚ ਜਿੱਤ ਦਰਜ ਕਰਨ ਵਾਲੇ 40 ਕੌਂਸਲਰਾਂ ਦੇ ਨਾਲ ਪੰਜਾਬ ਪ੍ਰਦੇਸ਼ ਕਾਂਗਰਸ ਕਮੇਟੀ ਦੇ ਪ੍ਰਧਾਨ ਅਮਰਿੰਦਰ ਸਿੰਘ ਰਾਜਾ ਵੜਿੰਗ ਤੇ ਪ੍ਰਤਾਪ ਬਾਜਵਾ ਨੇ ਮੀਟਿੰਗ ਕੀਤੀ। ਉਨ੍ਹਾਂ ਨੇ ਮੀਟਿੰਗ ਤੋਂ ਬਾਅਦ ਪੱਤਰਕਾਰਾਂ ਨਾਲ ਗੱਲਬਾਤ ਕਰਦੇ ਹੋਏ ਕਿਹਾ ਕਿ ਮੈਂ ਅੰਮ੍ਰਿਤਸਰ ਦੀ ਪਵਿੱਤਰ ਨਗਰੀ ਦੇ ਲੋਕਾਂ ਧੰਨਵਾਦ ਕਰਨਾ ਚਾਹੁੰਦਾ ਹਾਂ ਜਿਨ੍ਹਾਂ ਲੋਕਾਂ ਨੇ ਕਾਂਗਰਸ ਪਾਰਟੀ ਵਿਚ ਆਪਣਾ ਵਿਸ਼ਵਾਸ਼ ਪ੍ਰਗਟਾਇਆ ਹੈ ਅਤੇ ਕਾਂਗਰਸ ਨੂੰ ਬਹੁਮਤ ਹਾਸਲ ਹੋਇਆ ਹੈ।: [35, 1074, 216, 1194]
